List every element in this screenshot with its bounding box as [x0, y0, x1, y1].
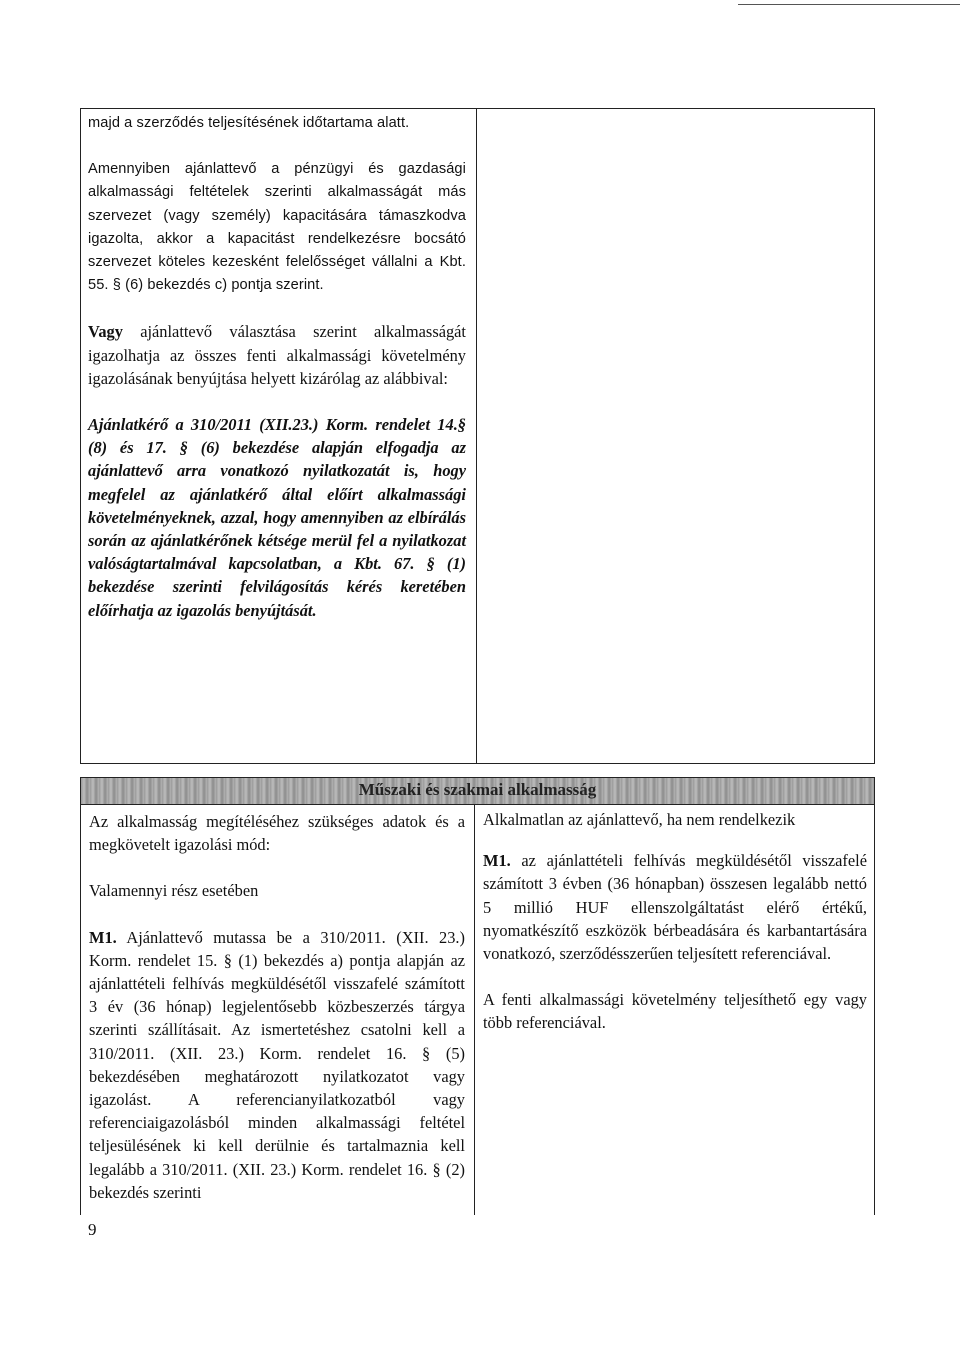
m1-unsuitability-text: az ajánlattételi felhívás megküldésétől visszafelé számított 3 évben (36 hónapban) összesen legalább nettó 5 millió HUF ellenszolgáltatást elérő értékű, nyomatkészítő eszközök bérbeadására és karbantartására vonatkozó, szerződésszerűen teljesített referenciával.	[483, 851, 867, 964]
m1-label: M1.	[89, 927, 117, 947]
m1-unsuitability	[483, 849, 867, 965]
page-number: 9	[88, 1220, 97, 1239]
column-divider	[476, 109, 477, 763]
section-title: Műszaki és szakmai alkalmasság	[358, 780, 597, 799]
capacity-paragraph: Amennyiben ajánlattevő a pénzügyi és gazdasági alkalmassági feltételek szerinti alkalmasságát más szervezet (vagy személy) kapacitására támaszkodva igazolta, akkor a kapacitást rendelkezésre bocsátó szervezet köteles kezesként felelősséget vállalni a Kbt. 55. § (6) bekezdés c) pontja szerint.	[88, 161, 466, 294]
m1-label: M1.	[483, 851, 511, 871]
m1-requirement-text: Ajánlattevő mutassa be a 310/2011. (XII. 23.) Korm. rendelet 15. § (1) bekezdés a) pontja alapján az ajánlattételi felhívás megküldésétől visszafelé számított 3 év (36 hónap) legjelentősebb közbeszerzés tárgya szerinti szállításait. Az ismertetéshez csatolni kell a 310/2011. (XII. 23.) Korm. rendelet 16. § (5) bekezdésében meghatározott nyilatkozatot vagy igazolást. A referencianyilatkozatból vagy referenciaigazolásból minden alkalmassági feltétel teljesülésének ki kell derülnie és tartalmaznia kell legalább a 310/2011. (XII. 23.) Korm. rendelet 16. § (2) bekezdés szerinti	[89, 927, 465, 1202]
alternative-text: ajánlattevő választása szerint alkalmasságát igazolhatja az összes fenti alkalmassági követelmény igazolásának benyújtása helyett kizárólag az alábbival:	[88, 322, 466, 388]
declaration-paragraph: Ajánlatkérő a 310/2011 (XII.23.) Korm. rendelet 14.§ (8) és 17. § (6) bekezdése alapján elfogadja az ajánlattevő arra vonatkozó nyilatkozatát is, hogy megfelel az ajánlatkérő által előírt alkalmassági követelményeknek, azzal, hogy amennyiben az elbírálás során az ajánlatkérőnek kétsége merül fel a nyilatkozat valóságtartalmával kapcsolatban, a Kbt. 67. § (1) bekezdése szerinti felvilágosítás kérés keretében előírhatja az igazolás benyújtását.	[88, 415, 466, 620]
unsuitability-cell	[483, 808, 867, 1035]
unsuitability-heading: Alkalmatlan az ajánlattevő, ha nem rendelkezik	[483, 810, 796, 829]
requirements-heading: Az alkalmasság megítéléséhez szükséges adatok és a megkövetelt igazolási mód:	[89, 812, 465, 855]
alternative-lead: Vagy	[88, 322, 123, 342]
scope-text: Valamennyi rész esetében	[89, 881, 259, 901]
alternative-paragraph	[88, 320, 466, 390]
top-rule	[738, 4, 960, 5]
continuation-line: majd a szerződés teljesítésének időtartama alatt.	[88, 115, 410, 131]
column-divider	[474, 804, 475, 1215]
fulfilment-note: A fenti alkalmassági követelmény teljesíthető egy vagy több referenciával.	[483, 990, 867, 1033]
technical-table	[80, 777, 875, 1215]
upper-table	[80, 108, 875, 764]
requirements-cell	[89, 810, 465, 1204]
section-header	[81, 778, 874, 805]
m1-requirement	[89, 926, 465, 1204]
upper-left-cell	[88, 112, 466, 622]
